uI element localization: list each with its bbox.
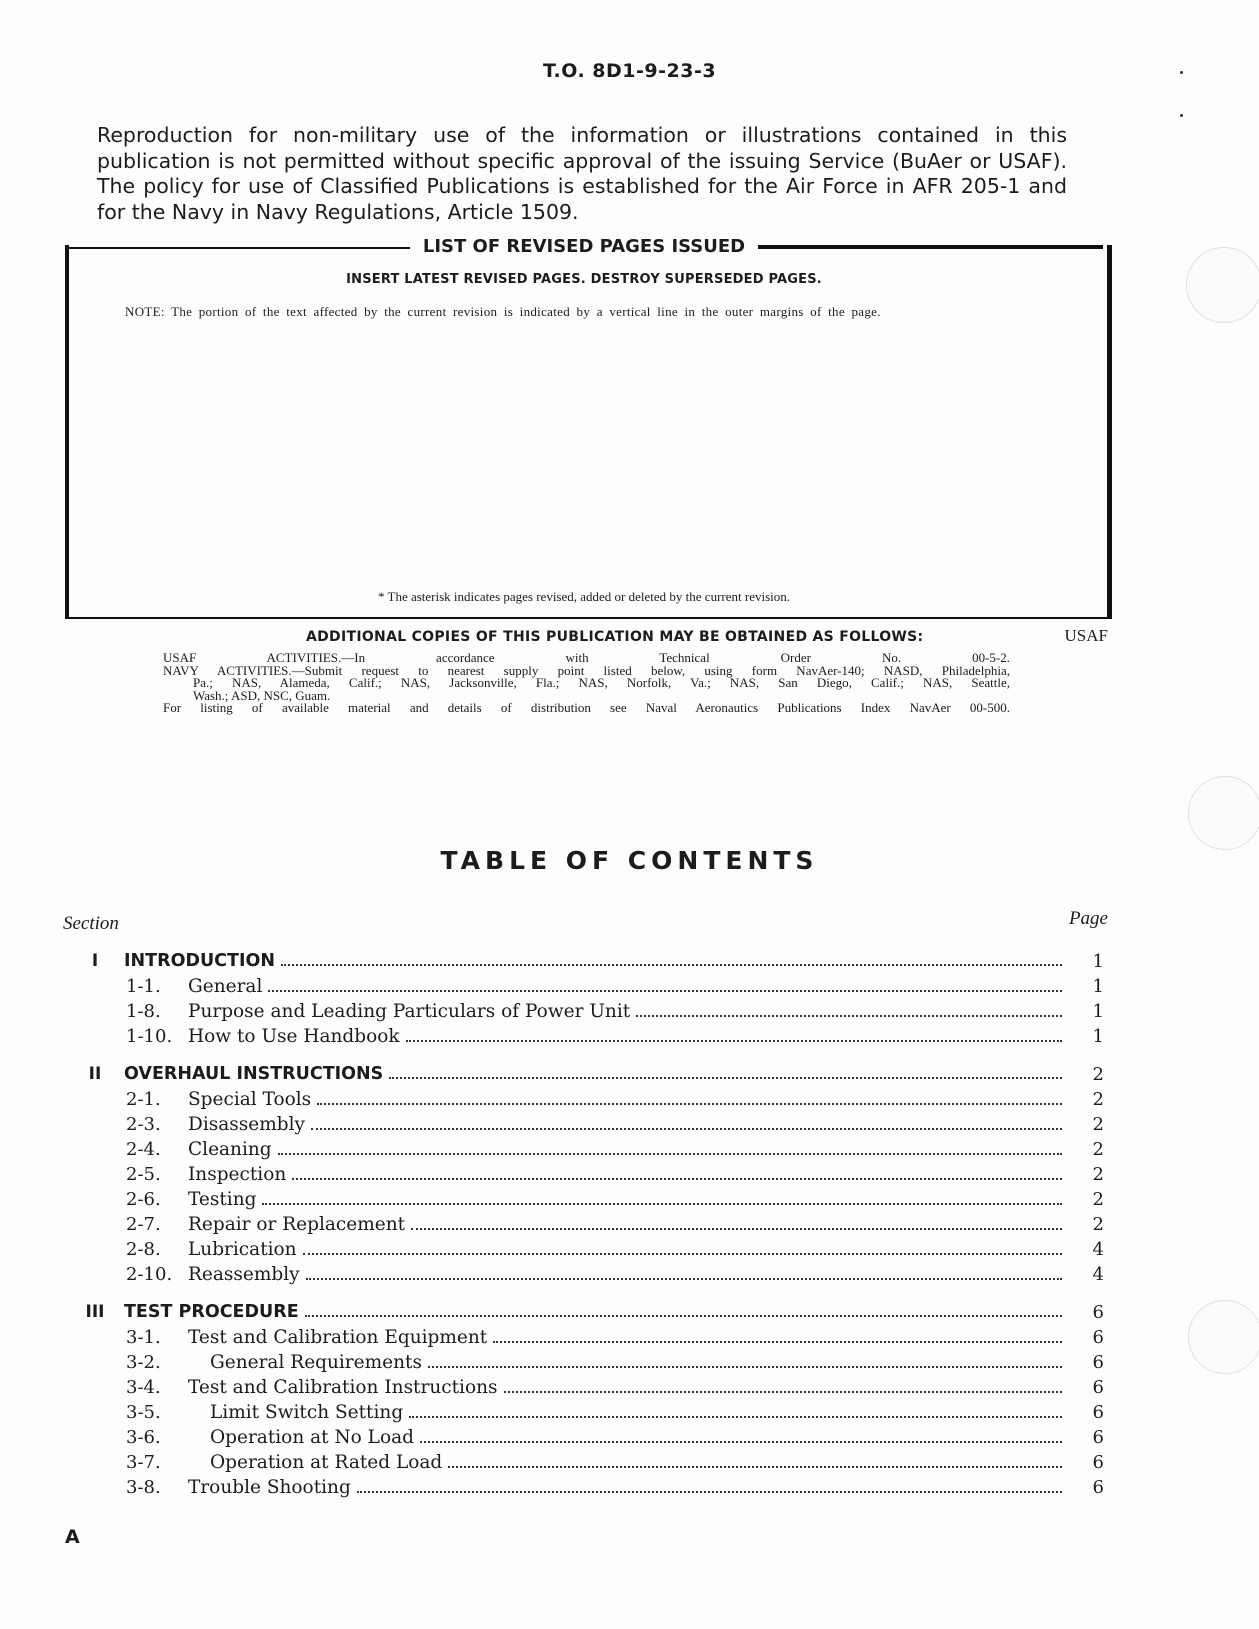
dot-leader <box>636 1015 1062 1017</box>
toc-entry <box>188 1377 1062 1398</box>
distribution-instructions <box>163 652 1010 715</box>
toc-entry-page: 2 <box>1092 1214 1104 1235</box>
toc-entry <box>210 1402 1062 1423</box>
toc-entry <box>188 1026 1062 1047</box>
toc-entry-label: Test and Calibration Equipment <box>188 1327 488 1348</box>
toc-entry-row <box>0 1402 1259 1427</box>
revised-pages-box <box>65 245 1112 619</box>
toc-entry-page: 2 <box>1092 1089 1104 1110</box>
toc-entry-page: 1 <box>1092 1026 1104 1047</box>
toc-entry-label: Trouble Shooting <box>188 1477 351 1498</box>
toc-entry <box>188 1001 1062 1022</box>
toc-entry-page: 2 <box>1092 1064 1104 1085</box>
punch-hole <box>1186 247 1259 323</box>
dot-leader <box>409 1416 1062 1418</box>
dot-leader <box>504 1391 1062 1393</box>
revised-pages-instruction: INSERT LATEST REVISED PAGES. DESTROY SUPERSEDED PAGES. <box>346 272 822 287</box>
toc-entry-label: Testing <box>188 1189 257 1210</box>
toc-entry-row <box>0 1114 1259 1139</box>
toc-entry-number: 2-4. <box>126 1139 161 1160</box>
toc-entry <box>188 1089 1062 1110</box>
box-rule-right <box>758 245 1103 249</box>
toc-entry-number: II <box>88 1064 102 1084</box>
toc-entry-label: Lubrication <box>188 1239 297 1260</box>
toc-entry-number: 2-7. <box>126 1214 161 1235</box>
toc-entry-row <box>0 1001 1259 1026</box>
toc-entry-row <box>0 1189 1259 1214</box>
toc-entry-number: 2-6. <box>126 1189 161 1210</box>
dot-leader <box>420 1441 1062 1443</box>
toc-entry-page: 1 <box>1092 976 1104 997</box>
toc-entry <box>124 1064 1062 1084</box>
toc-entry <box>188 976 1062 997</box>
toc-entry-row <box>0 1327 1259 1352</box>
toc-entry-label: OVERHAUL INSTRUCTIONS <box>124 1064 384 1084</box>
dot-leader <box>292 1178 1062 1180</box>
toc-entry-page: 6 <box>1092 1302 1104 1323</box>
technical-order-number: T.O. 8D1-9-23-3 <box>542 60 717 82</box>
distribution-line: For listing of available material and details of distribution see Naval Aeronautics Publications Index NavAer 00-500. <box>163 700 1010 715</box>
toc-entry-page: 4 <box>1092 1264 1104 1285</box>
toc-entry-label: Disassembly <box>188 1114 305 1135</box>
toc-entry-number: 3-1. <box>126 1327 161 1348</box>
dot-leader <box>493 1341 1062 1343</box>
toc-entry <box>188 1164 1062 1185</box>
toc-entry <box>188 1239 1062 1260</box>
toc-entry-row <box>0 1239 1259 1264</box>
toc-entry-page: 6 <box>1092 1427 1104 1448</box>
toc-entry-label: Test and Calibration Instructions <box>188 1377 498 1398</box>
dot-leader <box>317 1103 1062 1105</box>
toc-entry-row <box>0 1452 1259 1477</box>
toc-entry-page: 6 <box>1092 1452 1104 1473</box>
revision-note: NOTE: The portion of the text affected by the current revision is indicated by a vertical line in the outer margins of the page. <box>125 304 881 319</box>
toc-entry-number: 1-1. <box>126 976 161 997</box>
toc-entry-page: 6 <box>1092 1377 1104 1398</box>
dot-leader <box>406 1040 1062 1042</box>
toc-entry <box>188 1114 1062 1135</box>
toc-entry-label: Limit Switch Setting <box>210 1402 404 1423</box>
dot-leader <box>389 1077 1062 1079</box>
toc-entry-label: How to Use Handbook <box>188 1026 400 1047</box>
toc-entry-page: 6 <box>1092 1402 1104 1423</box>
toc-entry-label: Operation at No Load <box>210 1427 414 1448</box>
toc-entry-row <box>0 1352 1259 1377</box>
toc-entry-number: 3-6. <box>126 1427 161 1448</box>
toc-entry-label: Special Tools <box>188 1089 312 1110</box>
toc-entry-number: 3-5. <box>126 1402 161 1423</box>
toc-entry-number: 2-8. <box>126 1239 161 1260</box>
toc-entry-page: 1 <box>1092 1001 1104 1022</box>
toc-entry-row <box>0 976 1259 1001</box>
dot-leader <box>357 1491 1062 1493</box>
toc-entry <box>210 1452 1062 1473</box>
asterisk-note: * The asterisk indicates pages revised, added or deleted by the current revision. <box>377 589 790 604</box>
toc-entry-number: 3-8. <box>126 1477 161 1498</box>
service-tag: USAF <box>1064 626 1108 645</box>
distribution-line: NAVY ACTIVITIES.—Submit request to nearest supply point listed below, using form NavAer-140; NASD, Philadelphia, <box>163 662 1010 678</box>
toc-entry-row <box>0 1377 1259 1402</box>
toc-entry <box>210 1427 1062 1448</box>
punch-hole <box>1188 776 1259 850</box>
toc-entry-page: 2 <box>1092 1189 1104 1210</box>
toc-entry-page: 4 <box>1092 1239 1104 1260</box>
toc-entry-page: 6 <box>1092 1352 1104 1373</box>
toc-entry-label: General Requirements <box>210 1352 422 1373</box>
toc-entry-label: TEST PROCEDURE <box>124 1302 299 1322</box>
toc-entry-row <box>0 1026 1259 1051</box>
distribution-line: Wash.; ASD, NSC, Guam. <box>193 687 331 703</box>
toc-entry <box>188 1214 1062 1235</box>
toc-entry-number: 2-5. <box>126 1164 161 1185</box>
toc-entry-number: 2-1. <box>126 1089 161 1110</box>
additional-copies-heading: ADDITIONAL COPIES OF THIS PUBLICATION MAY BE OBTAINED AS FOLLOWS: <box>306 629 924 645</box>
toc-entry-page: 2 <box>1092 1164 1104 1185</box>
toc-entry <box>188 1477 1062 1498</box>
toc-entry-row <box>0 1427 1259 1452</box>
margin-mark <box>1180 71 1183 74</box>
toc-entry-number: I <box>91 951 99 971</box>
toc-entry-number: 1-10. <box>126 1026 173 1047</box>
toc-entry-row <box>0 1477 1259 1502</box>
margin-mark <box>1180 114 1183 117</box>
toc-entry-page: 2 <box>1092 1114 1104 1135</box>
toc-entry-number: 1-8. <box>126 1001 161 1022</box>
toc-entry-number: III <box>85 1302 105 1322</box>
dot-leader <box>305 1315 1062 1317</box>
toc-entry-label: Operation at Rated Load <box>210 1452 443 1473</box>
toc-entry <box>188 1327 1062 1348</box>
toc-title: TABLE OF CONTENTS <box>440 846 819 875</box>
toc-entry <box>124 1302 1062 1322</box>
distribution-line: Pa.; NAS, Alameda, Calif.; NAS, Jacksonville, Fla.; NAS, Norfolk, Va.; NAS, San Diego, Calif.; NAS, Seattle, <box>193 675 1010 690</box>
dot-leader <box>411 1228 1062 1230</box>
toc-entry-number: 3-2. <box>126 1352 161 1373</box>
toc-entry <box>188 1139 1062 1160</box>
toc-entry-row <box>0 1214 1259 1239</box>
toc-entry-label: Cleaning <box>188 1139 272 1160</box>
dot-leader <box>281 964 1062 966</box>
toc-entry <box>210 1352 1062 1373</box>
box-rule-left <box>65 247 410 249</box>
dot-leader <box>306 1278 1062 1280</box>
toc-entry-label: Reassembly <box>188 1264 300 1285</box>
toc-entry-label: Repair or Replacement <box>188 1214 406 1235</box>
toc-entry <box>188 1264 1062 1285</box>
toc-entry-page: 6 <box>1092 1327 1104 1348</box>
toc-entry-page: 1 <box>1092 951 1104 972</box>
toc-section-row <box>0 951 1259 976</box>
toc-entry-number: 2-3. <box>126 1114 161 1135</box>
toc-entry-label: Inspection <box>188 1164 287 1185</box>
toc-entry-number: 3-7. <box>126 1452 161 1473</box>
page-letter: A <box>65 1526 80 1548</box>
toc-entry-label: INTRODUCTION <box>124 951 275 971</box>
toc-page-header: Page <box>1068 908 1108 929</box>
distribution-line: USAF ACTIVITIES.—In accordance with Technical Order No. 00-5-2. <box>163 650 1010 665</box>
dot-leader <box>303 1253 1062 1255</box>
toc-entry-row <box>0 1139 1259 1164</box>
toc-entry-row <box>0 1264 1259 1289</box>
toc-entry <box>124 951 1062 971</box>
toc-entry-label: Purpose and Leading Particulars of Power Unit <box>188 1001 631 1022</box>
toc-entry-row <box>0 1164 1259 1189</box>
dot-leader <box>428 1366 1062 1368</box>
toc-entry-number: 3-4. <box>126 1377 161 1398</box>
toc-entry <box>188 1189 1062 1210</box>
reproduction-notice: Reproduction for non-military use of the information or illustrations contained in this publication is not permitted without specific approval of the issuing Service (BuAer or USAF). The policy for use of Classified Publications is established for the Air Force in AFR 205-1 and for the Navy in Navy Regulations, Article 1509. <box>97 123 1067 224</box>
toc-entry-label: General <box>188 976 263 997</box>
toc-section-row <box>0 1302 1259 1327</box>
toc-entry-page: 2 <box>1092 1139 1104 1160</box>
toc-section-header: Section <box>63 913 119 934</box>
toc-entry-number: 2-10. <box>126 1264 173 1285</box>
dot-leader <box>311 1128 1062 1130</box>
dot-leader <box>262 1203 1062 1205</box>
toc-entry-page: 6 <box>1092 1477 1104 1498</box>
toc-entry-row <box>0 1089 1259 1114</box>
dot-leader <box>268 990 1062 992</box>
dot-leader <box>278 1153 1062 1155</box>
toc-section-row <box>0 1064 1259 1089</box>
revised-pages-title: LIST OF REVISED PAGES ISSUED <box>422 236 746 257</box>
dot-leader <box>448 1466 1062 1468</box>
